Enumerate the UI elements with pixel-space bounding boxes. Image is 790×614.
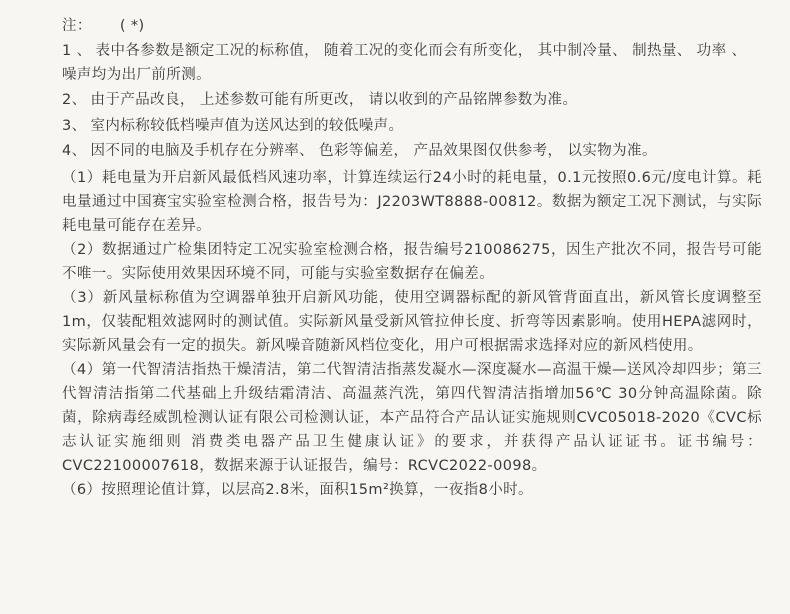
footnote-paragraph-4: （4）第一代智清洁指热干燥清洁，第二代智清洁指蒸发凝水—深度凝水—高温干燥—送风冷却四步；第三代智清洁指第二代基础上升级结霜清洁、高温蒸汽洗，第四代智清洁指增加56℃ 30分钟高温除菌。除菌，除病毒经威凯检测认证有限公司检测认证，本产品符合产品认证实施规则CVC05018-2020《CVC标志认证实施细则 消费类电器产品卫生健康认证》的要求，并获得产品认证证书。证书编号：CVC22100007618，数据来源于认证报告，编号：RCVC2022-0098。 [62, 361, 762, 474]
note-number: 1 、 [62, 43, 92, 59]
note-number: 3、 [62, 117, 87, 134]
notes-section [62, 12, 762, 502]
note-item-1 [62, 40, 762, 87]
footnote-paragraph-2: （2）数据通过广检集团特定工况实验室检测合格，报告编号210086275，因生产批次不同，报告号可能不唯一。实际使用效果因环境不同，可能与实验室数据存在偏差。 [62, 241, 762, 282]
note-text: 由于产品改良， 上述参数可能有所更改， 请以收到的产品铭牌参数为准。 [90, 92, 578, 108]
note-text: 因不同的电脑及手机存在分辨率、 色彩等偏差， 产品效果图仅供参考， 以实物为准。 [90, 143, 657, 159]
footnote-paragraph-6: （6）按照理论值计算，以层高2.8米，面积15m²换算，一夜指8小时。 [62, 481, 533, 498]
note-number: 4、 [62, 143, 87, 159]
note-text: 室内标称较低档噪声值为送风达到的较低噪声。 [90, 117, 404, 134]
note-item-4 [62, 140, 762, 164]
note-item-2 [62, 89, 762, 113]
notes-mark: ( *) [119, 18, 145, 34]
note-text: 表中各参数是额定工况的标称值， 随着工况的变化而会有所变化， 其中制冷量、 制热量、 功率 、 噪声均为出厂前所测。 [62, 43, 747, 83]
notes-label: 注： [62, 18, 92, 34]
note-number: 2、 [62, 92, 87, 108]
note-item-3 [62, 115, 762, 139]
footnote-paragraph-1: （1）耗电量为开启新风最低档风速功率，计算连续运行24小时的耗电量，0.1元按照0.6元/度电计算。耗电量通过中国赛宝实验室检测合格，报告号为：J2203WT8888-00812。数据为额定工况下测试，与实际耗电量可能存在差异。 [62, 169, 762, 234]
notes-header [62, 12, 762, 40]
footnote-paragraph-3: （3）新风量标称值为空调器单独开启新风功能，使用空调器标配的新风管背面直出，新风管长度调整至1m，仅装配粗效滤网时的测试值。实际新风量受新风管拉伸长度、折弯等因素影响。使用HEPA滤网时，实际新风量会有一定的损失。新风噪音随新风档位变化，用户可根据需求选择对应的新风档使用。 [62, 289, 762, 354]
